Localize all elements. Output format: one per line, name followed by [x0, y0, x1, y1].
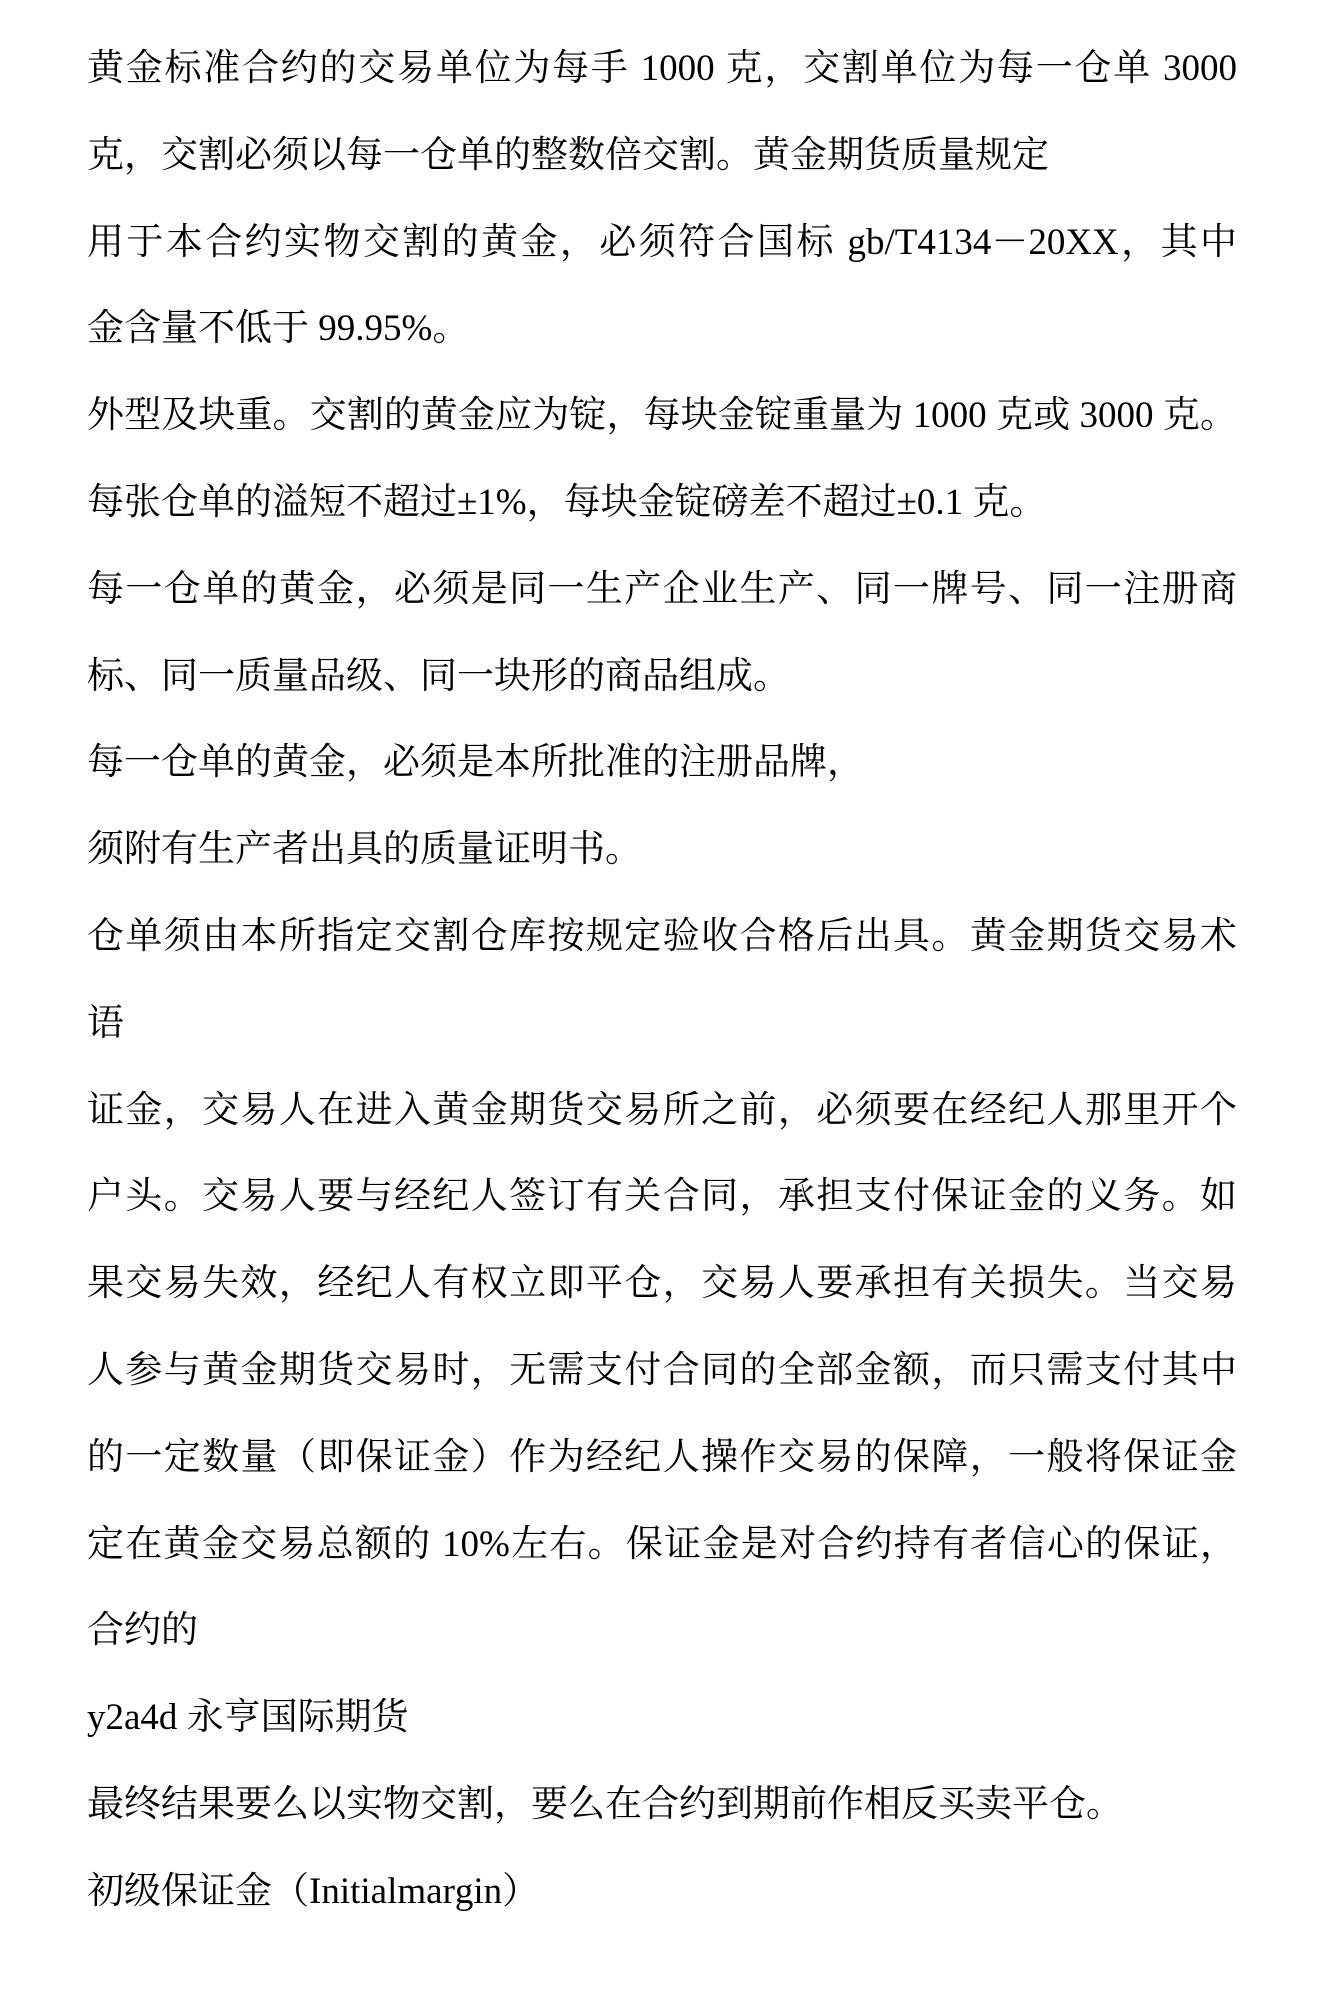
text-line: 每张仓单的溢短不超过±1%，每块金锭磅差不超过±0.1 克。: [87, 481, 1047, 523]
text-line: 每一仓单的黄金，必须是同一生产企业生产、同一牌号、同一注册商: [87, 568, 1237, 610]
text-line: 外型及块重。交割的黄金应为锭，每块金锭重量为 1000 克或 3000 克。: [87, 395, 1237, 437]
text-line: 克，交割必须以每一仓单的整数倍交割。黄金期货质量规定: [87, 134, 1049, 176]
text-line: 果交易失效，经纪人有权立即平仓，交易人要承担有关损失。当交易: [87, 1263, 1237, 1305]
text-line: 定在黄金交易总额的 10%左右。保证金是对合约持有者信心的保证，: [87, 1523, 1237, 1565]
text-line: 标、同一质量品级、同一块形的商品组成。: [87, 655, 790, 697]
text-line: 的一定数量（即保证金）作为经纪人操作交易的保障，一般将保证金: [87, 1436, 1237, 1478]
text-line: 证金，交易人在进入黄金期货交易所之前，必须要在经纪人那里开个: [87, 1089, 1237, 1131]
text-line: 每一仓单的黄金，必须是本所批准的注册品牌，: [87, 742, 864, 784]
text-line: 合约的: [87, 1610, 198, 1652]
text-line: 仓单须由本所指定交割仓库按规定验收合格后出具。黄金期货交易术: [87, 915, 1237, 957]
text-line: y2a4d 永亨国际期货: [87, 1697, 409, 1739]
text-line: 须附有生产者出具的质量证明书。: [87, 829, 642, 871]
text-line: 人参与黄金期货交易时，无需支付合同的全部金额，而只需支付其中: [87, 1349, 1237, 1391]
text-line: 金含量不低于 99.95%。: [87, 308, 470, 350]
text-line: 初级保证金（Initialmargin）: [87, 1870, 540, 1912]
text-line: 户头。交易人要与经纪人签订有关合同，承担支付保证金的义务。如: [87, 1176, 1237, 1218]
text-line: 语: [87, 1002, 124, 1044]
text-line: 黄金标准合约的交易单位为每手 1000 克，交割单位为每一仓单 3000: [87, 48, 1237, 89]
document-text-block: [87, 26, 1237, 1936]
text-line: 最终结果要么以实物交割，要么在合约到期前作相反买卖平仓。: [87, 1783, 1123, 1825]
text-line: 用于本合约实物交割的黄金，必须符合国标 gb/T4134－20XX，其中: [87, 221, 1237, 263]
